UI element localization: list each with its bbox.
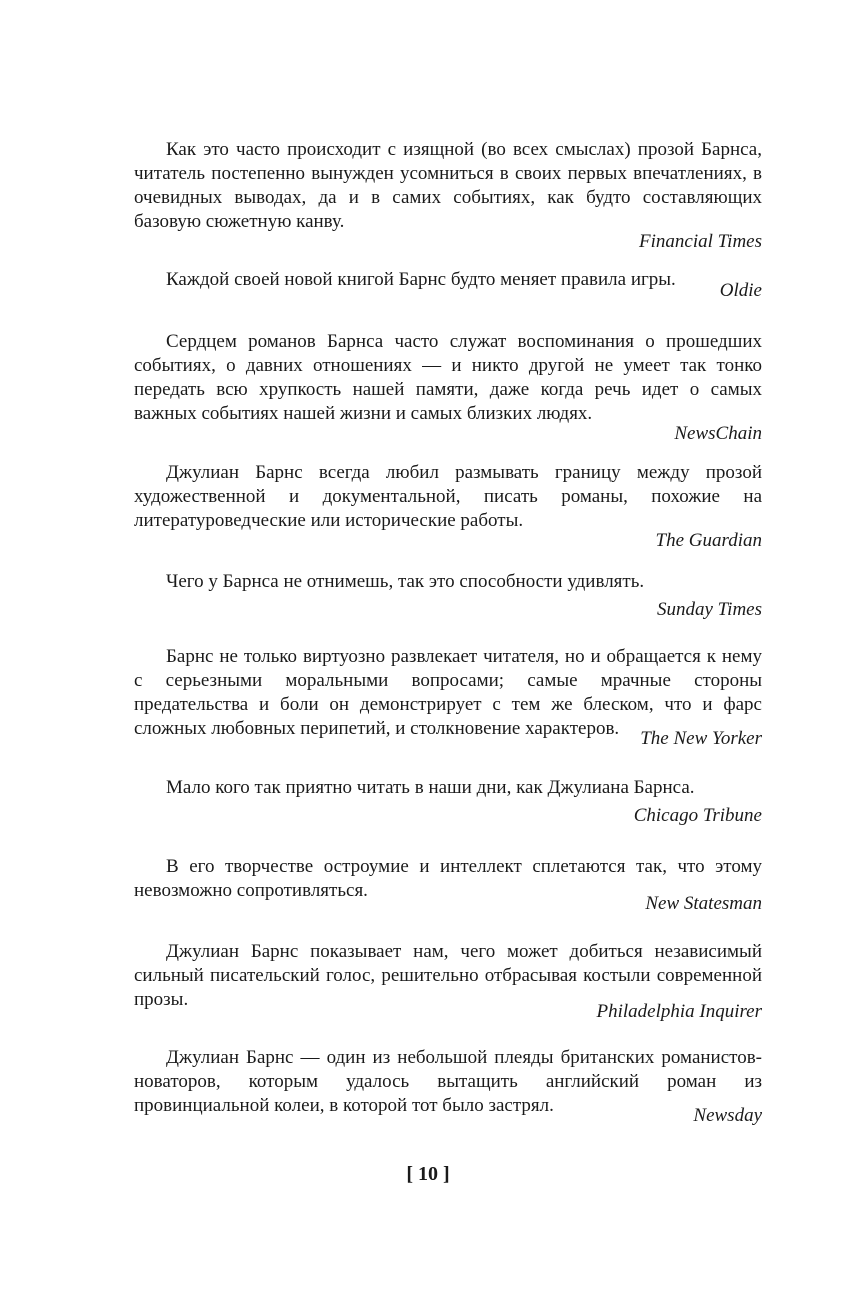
quote-text: Джулиан Барнс всегда любил размывать границу между прозой художественной и документальной, писать романы, похожие на литературоведческие или исторические работы. [134,462,762,531]
review-quote [134,461,762,553]
review-quote [134,940,762,1024]
quote-text: Каждой своей новой книгой Барнс будто меняет правила игры. [166,269,676,290]
page-number: [ 10 ] [406,1163,450,1185]
quote-text: Как это часто происходит с изящной (во всех смыслах) прозой Барнса, читатель постепенно вынужден усомниться в своих первых впечатлениях, в очевидных выводах, да и в самих событиях, как будто составляющих базовую сюжетную канву. [134,139,762,232]
review-quote [134,570,762,622]
quote-source: Newsday [693,1105,762,1126]
quote-text: Джулиан Барнс показывает нам, чего может добиться независимый сильный писательский голос, решительно отбрасывая костыли современной прозы. [134,941,762,1010]
quote-text: Барнс не только виртуозно развлекает читателя, но и обращается к нему с серьезными моральными вопросами; самые мрачные стороны предательства и боли он демонстрирует с тем же блеском, что и фарс сложных любовных перипетий, и столкновение характеров. [134,646,762,739]
review-quote [134,645,762,751]
quote-text: Джулиан Барнс — один из небольшой плеяды британских романистов-новаторов, которым удалось вытащить английский роман из провинциальной колеи, в которой тот было застрял. [134,1047,762,1116]
quote-source: Financial Times [639,231,762,252]
review-quote [134,268,762,303]
review-quote [134,1046,762,1128]
quote-source: Chicago Tribune [633,805,762,826]
review-quote [134,330,762,446]
quote-source: The Guardian [655,530,762,551]
quote-text: Сердцем романов Барнса часто служат воспоминания о прошедших событиях, о давних отношениях — и никто другой не умеет так тонко передать всю хрупкость нашей памяти, даже когда речь идет о самых важных событиях нашей жизни и самых близких людях. [134,331,762,424]
quote-text: Мало кого так приятно читать в наши дни, как Джулиана Барнса. [166,777,695,798]
review-quote [134,776,762,828]
quote-source: The New Yorker [640,728,762,749]
review-quote [134,138,762,254]
quote-source: Sunday Times [656,599,762,620]
quote-text: В его творчестве остроумие и интеллект сплетаются так, что этому невозможно сопротивляться. [134,856,762,901]
quote-source: New Statesman [645,893,762,914]
quote-source: NewsChain [674,423,762,444]
quote-text: Чего у Барнса не отнимешь, так это способности удивлять. [166,571,645,592]
quote-source: Philadelphia Inquirer [596,1001,762,1022]
review-quote [134,855,762,916]
quote-source: Oldie [719,280,762,301]
